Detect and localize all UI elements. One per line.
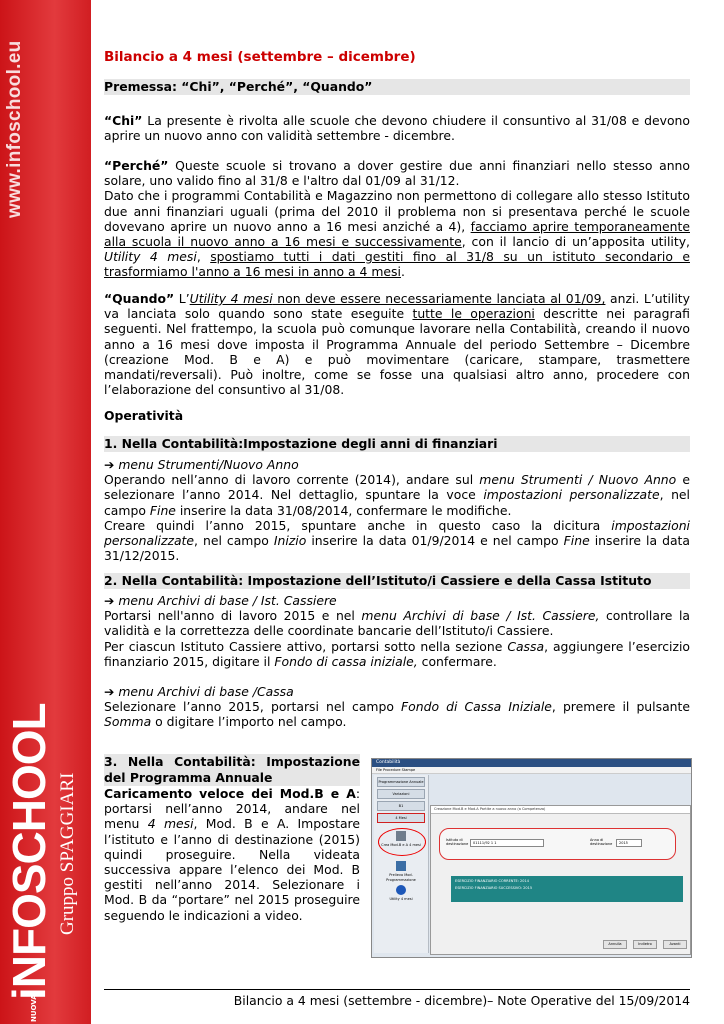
s1-p1e: , nel campo [104,487,690,518]
s3-p1: portarsi nell’anno 2014, andare nel menu [104,801,360,832]
panel-button-4-mesi[interactable]: 4 Mesi [377,813,425,823]
icon-label-prelievo: Prelievo Mod. Programmazione [386,873,416,882]
s1-p1f: Fine [149,502,176,518]
s1-p2g: inserire la data 31/12/2015. [104,533,690,564]
perche-text-2g: . [400,264,405,280]
infoschool-logo: iNFOSCHOOL [3,703,55,1000]
s1-p2c: , nel campo [194,533,274,549]
arrow-icon: ➔ [104,593,119,608]
transfer-icon[interactable] [396,861,406,871]
s2-p1a: Portarsi nell'anno di lavoro 2015 e nel [104,608,362,624]
destination-fields-highlight [439,828,676,860]
perche-text-2c: , con il lancio di un’apposita utility, [461,234,690,250]
s2-p3a: Selezionare l’anno 2015, portarsi nel campo [104,699,402,715]
app-titlebar: Contabilità [372,759,691,767]
operativita-heading: Operatività [104,408,184,423]
quando-paragraph [104,291,690,397]
footer-divider [104,989,690,990]
document-icon[interactable] [396,831,406,841]
info-icon[interactable] [396,885,406,895]
s2-p1b: menu Archivi di base / Ist. Cassiere, [361,608,600,624]
s2-p2c: , aggiungere l’esercizio finanziario 2015, digitare il [104,638,690,669]
s2-p3c: , premere il pulsante [551,699,690,715]
s2-p3b: Fondo di Cassa Iniziale [401,699,552,715]
avanti-button[interactable]: Avanti [663,940,687,949]
arrow-icon: ➔ [104,684,119,700]
s2-p3d: Somma [104,714,152,730]
istituto-select[interactable]: 01111/92 1 1 [470,839,544,847]
esercizio-successivo: ESERCIZIO FINANZIARIO SUCCESSIVO: 2015 [455,886,533,890]
s1-p1c: e selezionare l’anno 2014. Nel dettaglio, spuntare la voce [104,472,690,503]
app-menubar: File Procedure Stampe [372,767,691,774]
quando-label: “Quando” [104,291,175,306]
esercizio-corrente: ESERCIZIO FINANZIARIO CORRENTE: 2014 [455,879,529,883]
sidebar-band [0,0,91,1024]
perche-text-2b: facciamo aprire temporaneamente alla scuola il nuovo anno a 16 mesi e successivamente [104,218,690,250]
s2-p2b: Cassa [507,638,545,654]
s1-p2e: inserire la data 01/9/2014 e nel campo [306,533,564,549]
s1-p2b: impostazioni personalizzate [104,517,690,549]
perche-text: Queste scuole si trovano a dover gestire due anni finanziari nello stesso anno solare, uno valido fino al 31/8 e l'altro dal 01/09 al 31/12. [104,158,690,189]
arrow-icon: ➔ [104,457,119,472]
s2-p2a: Per ciascun Istituto Cassiere attivo, portarsi sotto nella sezione [104,638,508,654]
s1-p1g: inserire la data 31/08/2014, confermare le modifiche. [175,502,512,518]
quando-t5: tutte le operazioni [412,306,535,322]
chi-text: La presente è rivolta alle scuole che devono chiudere il consuntivo al 31/08 e devono aprire un nuovo anno con validità settembre - dicembre. [104,113,690,144]
indietro-button[interactable]: Indietro [633,940,657,949]
esercizio-box [451,876,683,902]
s3-p2: 4 mesi [147,816,194,832]
section2-menu1: menu Archivi di base / Ist. Cassiere [118,593,337,608]
s2-p3e: o digitare l’importo nel campo. [151,714,347,730]
premessa-heading: Premessa: “Chi”, “Perché”, “Quando” [104,79,690,95]
perche-text-2a: Dato che i programmi Contabilità e Magazzino non permettono di collegare allo stesso Istituto due anni finanziari uguali (prima del 2010 il problema non si presentava perché le scuole dovevano aprire un nuovo anno a 16 mesi anziché a 4), [104,188,690,234]
contabilita-screenshot [371,758,692,958]
section1-heading: 1. Nella Contabilità:Impostazione degli anni di finanziari [104,436,690,452]
perche-paragraph [104,158,690,280]
anno-select[interactable]: 2015 [616,839,642,847]
s3-colon: : [355,786,360,801]
page-footer: Bilancio a 4 mesi (settembre - dicembre)– Note Operative del 15/09/2014 [233,993,690,1008]
section3-body [104,786,360,923]
quando-t4: anzi. L’utility va lanciata solo quando sono state eseguite [104,291,690,322]
creazione-window [430,805,691,955]
section2-body [104,593,690,730]
s1-p2f: Fine [563,533,590,549]
icon-label-utility: Utility 4 mesi [389,897,413,901]
s3-label: Caricamento veloce dei Mod.B e A [104,786,356,801]
nuova-tag: NUOVA [30,994,38,1022]
s1-p1b: menu Strumenti / Nuovo Anno [479,472,677,488]
quando-t3: non deve essere necessariamente lanciata al 01/09, [272,291,606,306]
section2-menu2: menu Archivi di base /Cassa [118,684,294,700]
section1-menu: menu Strumenti/Nuovo Anno [118,457,299,472]
section3-heading: 3. Nella Contabilità: Impostazione del Programma Annuale [104,754,360,785]
perche-text-2e: , [196,249,211,265]
s1-p1a: Operando nell’anno di lavoro corrente (2014), andare sul [104,472,480,488]
panel-button-b1[interactable]: B1 [377,801,425,811]
section1-body [104,457,690,563]
perche-text-2d: Utility 4 mesi [104,249,197,265]
perche-text-2f: spostiamo tutti i dati gestiti fino al 31/8 su un istituto secondario e trasformiamo l'anno a 16 mesi in anno a 4 mesi [104,249,690,280]
s1-p1d: impostazioni personalizzate [483,487,660,503]
s2-p2d: Fondo di cassa iniziale, [274,653,418,669]
website-url: www.infoschool.eu [4,40,25,218]
quando-t1: L’ [174,291,190,306]
gruppo-spaggiari-logo: Gruppo SPAGGIARI [57,772,78,935]
icon-label-crea: Crea Mod.B e A 4 mesi [381,843,421,847]
panel-button-programmazione[interactable]: Programmazione Annuale [377,777,425,787]
section2-heading: 2. Nella Contabilità: Impostazione dell’Istituto/i Cassiere e della Cassa Istituto [104,573,690,589]
s1-p2a: Creare quindi l’anno 2015, spuntare anche in questo caso la dicitura [104,517,612,533]
chi-label: “Chi” [104,113,143,128]
perche-label: “Perché” [104,158,169,173]
app-left-panel [374,775,429,953]
window-title: Creazione Mod.B e Mod.A Partite a nuovo anno (a Competenza) [431,806,690,814]
chi-paragraph [104,113,690,143]
quando-t6: descritte nei paragrafi seguenti. Nel frattempo, la scuola può comunque lavorare nella Contabilità, creando il nuovo anno a 16 mesi dove imposta il Programma Annuale del periodo Settembre – Dicembre (creazione Mod. B e A) e può movimentare (caricare, stampare, trasmettere mandati/reversali). Può inoltre, come se fosse una qualsiasi altro anno, procedere con l’elaborazione del consuntivo al 31/08. [104,306,690,398]
s3-p3: , Mod. B e A. Impostare l’istituto e l’anno di destinazione (2015) quindi proseguire. Nella videata successiva appare l’elenco dei Mod. B gestiti nell’anno 2014. Selezionare i Mod. B da “portare” nel 2015 proseguire seguendo le indicazioni a video. [104,816,360,923]
panel-button-variazioni[interactable]: Variazioni [377,789,425,799]
s1-p2d: Inizio [273,533,307,549]
s2-p1c: controllare la validità e la correttezza delle coordinate bancarie dell’Istituto/i Cassiere. [104,608,690,639]
annulla-button[interactable]: Annulla [603,940,627,949]
quando-t2: Utility 4 mesi [189,291,273,306]
label-istituto: Istituto di destinazione [446,838,469,846]
label-anno: Anno di destinazione [590,838,613,846]
s2-p2e: confermare. [417,653,497,669]
document-title: Bilancio a 4 mesi (settembre – dicembre) [104,49,416,65]
